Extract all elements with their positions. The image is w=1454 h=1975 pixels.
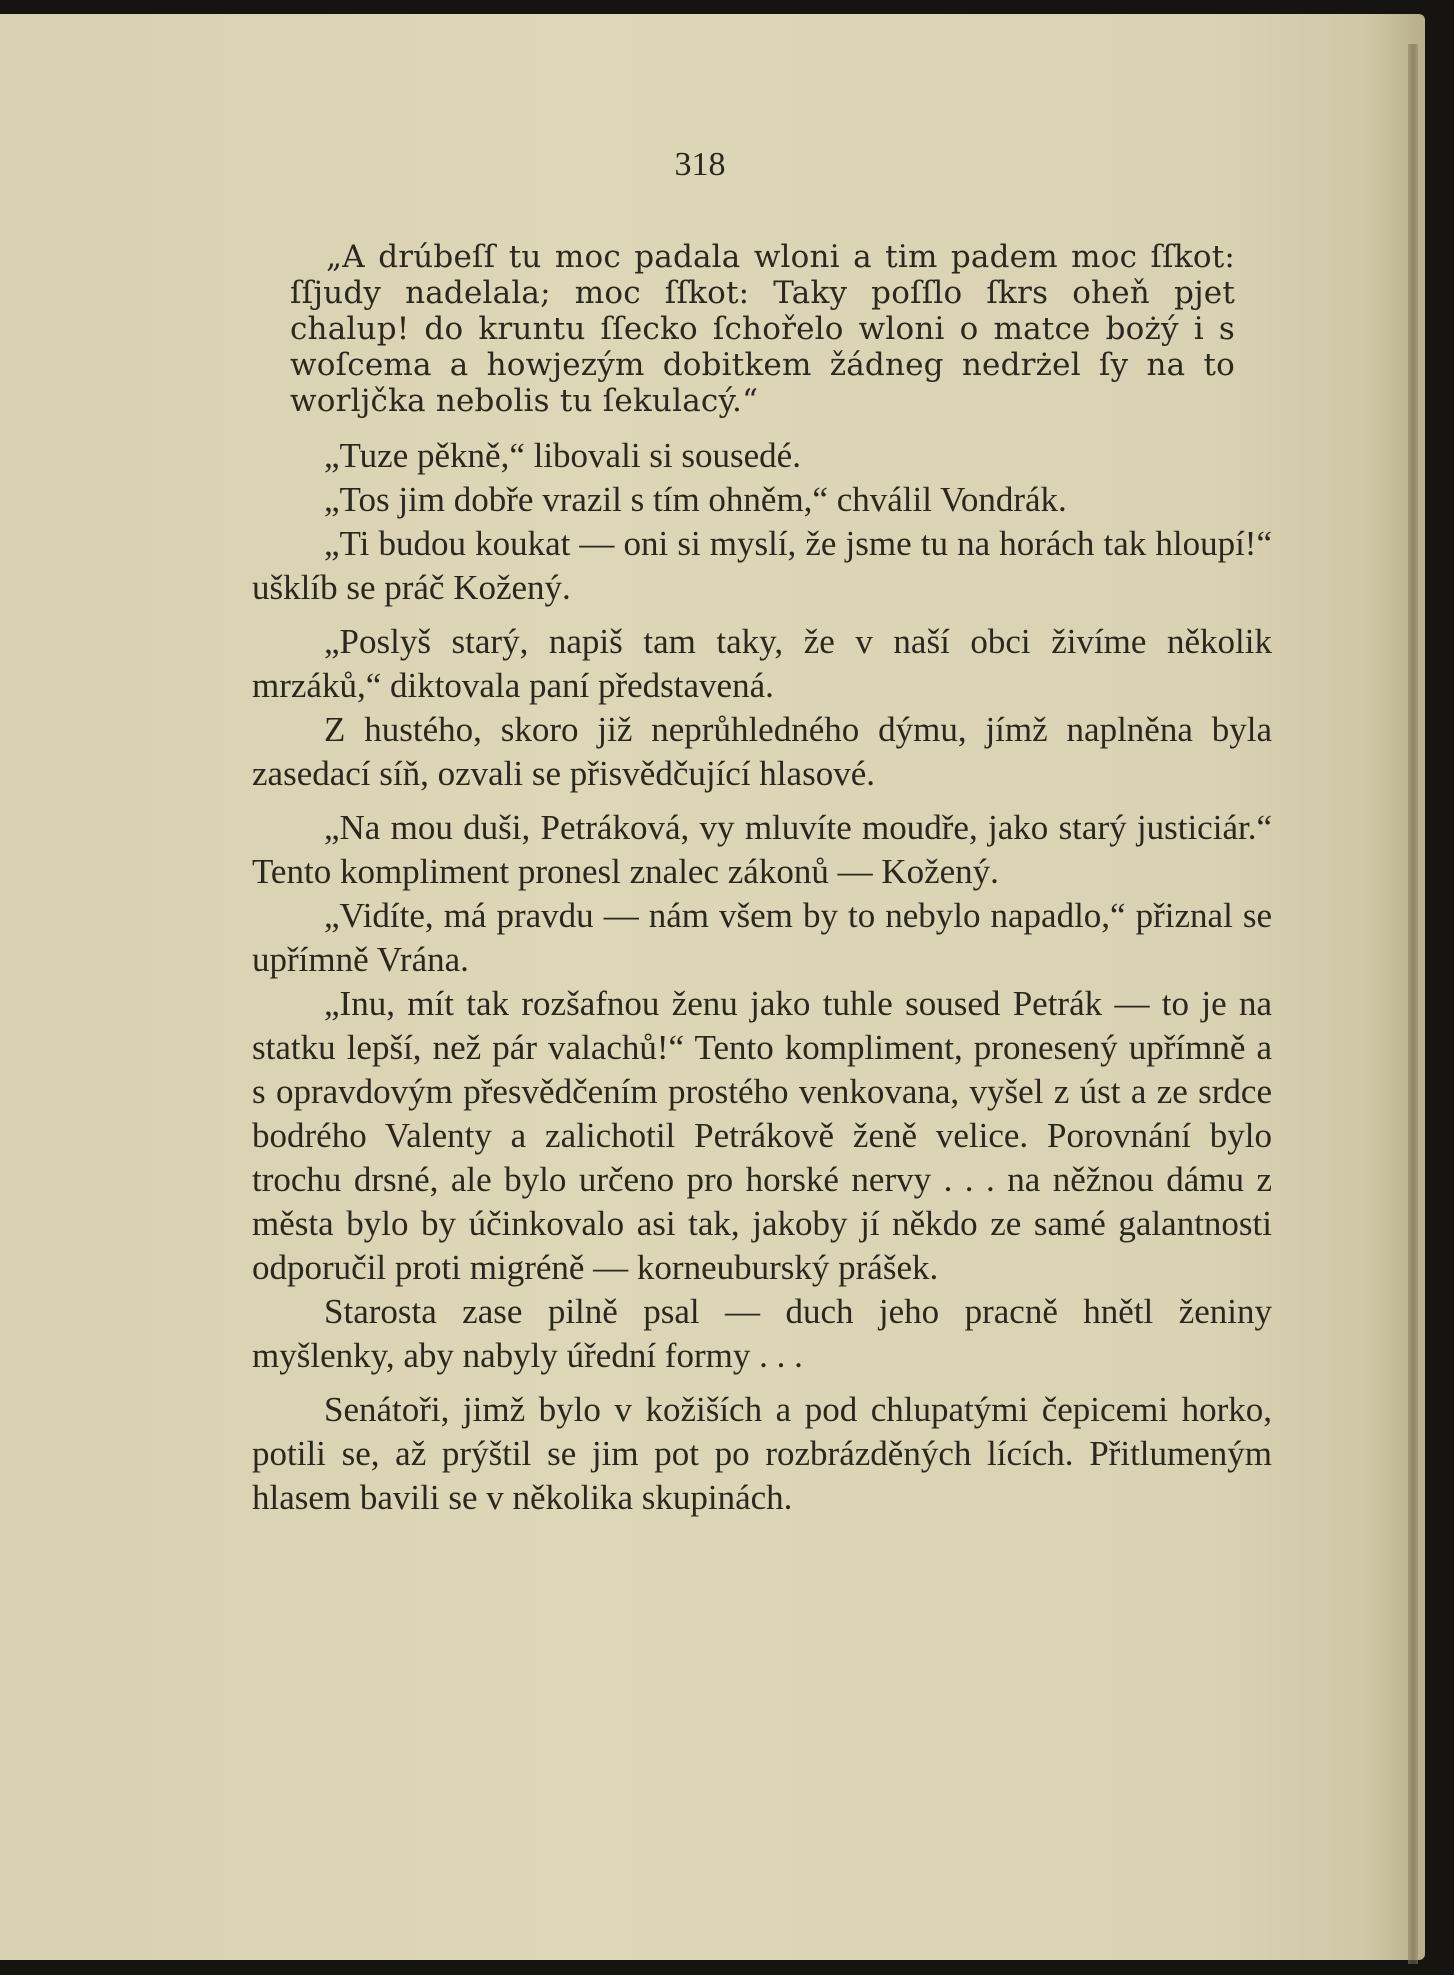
paragraph: Z hustého, skoro již neprůhledného dýmu, jímž naplněna byla zasedací síň, ozvali se přisvědčující hlasové. (252, 710, 1272, 793)
paragraph: „Vidíte, má pravdu — nám všem by to nebylo napadlo,“ přiznal se upřímně Vrána. (252, 896, 1272, 979)
paragraph: Starosta zase pilně psal — duch jeho pracně hnětl ženiny myšlenky, aby nabyly úřední formy . . . (252, 1292, 1272, 1375)
paragraph: „Tuze pěkně,“ libovali si sousedé. (324, 436, 801, 475)
paragraph: „Tos jim dobře vrazil s tím ohněm,“ chválil Vondrák. (324, 480, 1067, 519)
paragraph: Senátoři, jimž bylo v kožiších a pod chlupatými čepicemi horko, potili se, až prýštil se jim pot po rozbrázděných lících. Přitlumeným hlasem bavili se v několika skupinách. (252, 1390, 1272, 1517)
paragraph: „Inu, mít tak rozšafnou ženu jako tuhle soused Petrák — to je na statku lepší, než pár valachů!“ Tento kompliment, pronesený upřímně a s opravdovým přesvědčením prostého venkovana, vyšel z úst a ze srdce bodrého Valenty a zalichotil Petrákově ženě velice. Porovnání bylo trochu drsné, ale bylo určeno pro horské nervy . . . na něžnou dámu z města bylo by účinkovalo asi tak, jakoby jí někdo ze samé galantnosti odporučil proti migréně — korneuburský prášek. (252, 984, 1272, 1287)
page-binding-shadow (1408, 44, 1418, 1964)
fraktur-quote: „A drúbeſſ tu moc padala wloni a tim padem moc ſſkot: ſſjudy nadelala; moc ſſkot: Taky poſſlo ſkrs oheň pjet chalup! do kruntu ſſecko ſchořelo wloni o matce bożý i s woſcema a howjezým dobitkem žádneg nedrżel ſy na to worljčka nebolis tu ſekulacý.“ (290, 239, 1235, 419)
book-page (0, 14, 1425, 1960)
body-text (252, 434, 1272, 1520)
paragraph: „Ti budou koukat — oni si myslí, že jsme tu na horách tak hloupí!“ ušklíb se práč Kožený. (252, 524, 1272, 607)
paragraph: „Na mou duši, Petráková, vy mluvíte moudře, jako starý justiciár.“ Tento kompliment pronesl znalec zákonů — Kožený. (252, 808, 1272, 891)
fraktur-quote-block (290, 239, 1235, 419)
paragraph: „Poslyš starý, napiš tam taky, že v naší obci živíme několik mrzáků,“ diktovala paní představená. (252, 622, 1272, 705)
page-number: 318 (674, 146, 726, 183)
